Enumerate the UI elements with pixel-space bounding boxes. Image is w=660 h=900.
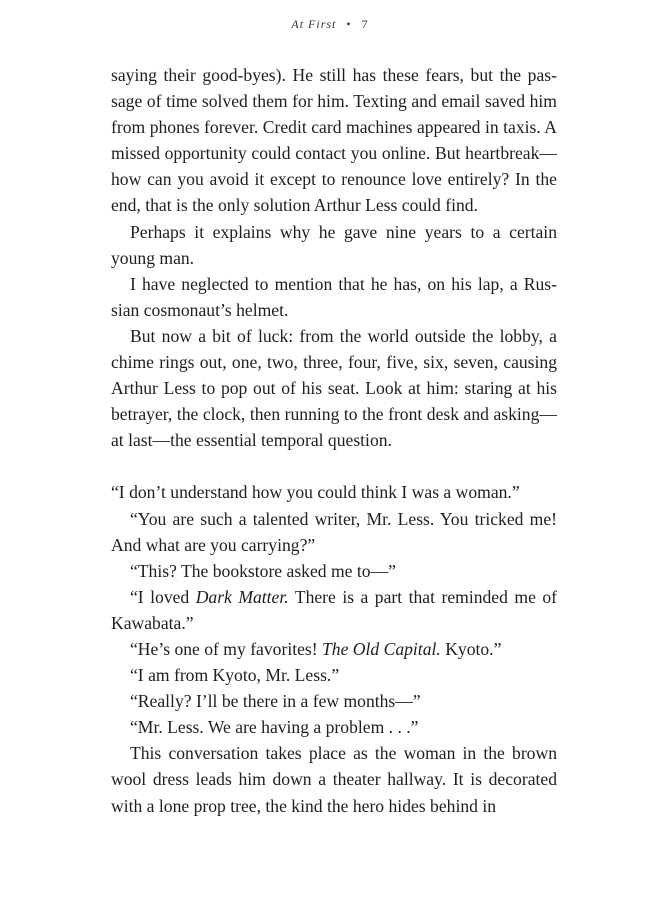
- dialogue-line: [111, 584, 557, 636]
- paragraph: Perhaps it explains why he gave nine years to a certain young man.: [111, 221, 557, 268]
- book-title: Dark Matter.: [195, 586, 289, 607]
- running-title: At First: [291, 17, 337, 31]
- body-text: [111, 62, 557, 819]
- paragraph: saying their good-byes). He still has these fears, but the passage of time solved them for him. Texting and email saved him from phones forever. Credit card machines appeared in taxis. A missed opportunity could contact you online. But heartbreak—how can you avoid it except to renounce love entirely? In the end, that is the only solution Arthur Less could find.: [111, 65, 557, 216]
- book-title: The Old Capital.: [322, 638, 441, 659]
- dialogue-line: “You are such a talented writer, Mr. Less. You tricked me! And what are you carrying?”: [111, 508, 557, 555]
- dialogue-text: “He’s one of my favorites!: [130, 638, 323, 659]
- dialogue-line: “Mr. Less. We are having a problem . . .”: [130, 717, 419, 738]
- dialogue-text: There is a part that reminded me of Kawabata.”: [111, 586, 557, 633]
- page-number: 7: [361, 17, 369, 31]
- running-header: [0, 17, 660, 32]
- dialogue-line: “This? The bookstore asked me to—”: [130, 560, 396, 581]
- dialogue-line: “I am from Kyoto, Mr. Less.”: [130, 665, 340, 686]
- header-separator: •: [346, 17, 352, 31]
- dialogue-text: Kyoto.”: [440, 638, 502, 659]
- dialogue-text: “I loved: [130, 586, 196, 607]
- paragraph: But now a bit of luck: from the world outside the lobby, a chime rings out, one, two, three, four, five, six, seven, causing Arthur Less to pop out of his seat. Look at him: staring at his betrayer, the clock, then running to the front desk and asking—at last—the essential temporal question.: [111, 325, 557, 451]
- dialogue-line: [111, 636, 557, 662]
- paragraph: This conversation takes place as the woman in the brown wool dress leads him down a theater hallway. It is decorated with a lone prop tree, the kind the hero hides behind in: [111, 743, 557, 816]
- dialogue-line: “Really? I’ll be there in a few months—”: [130, 691, 421, 712]
- dialogue-line: “I don’t understand how you could think I was a woman.”: [111, 482, 520, 503]
- paragraph: I have neglected to mention that he has, on his lap, a Russian cosmonaut’s helmet.: [111, 273, 557, 320]
